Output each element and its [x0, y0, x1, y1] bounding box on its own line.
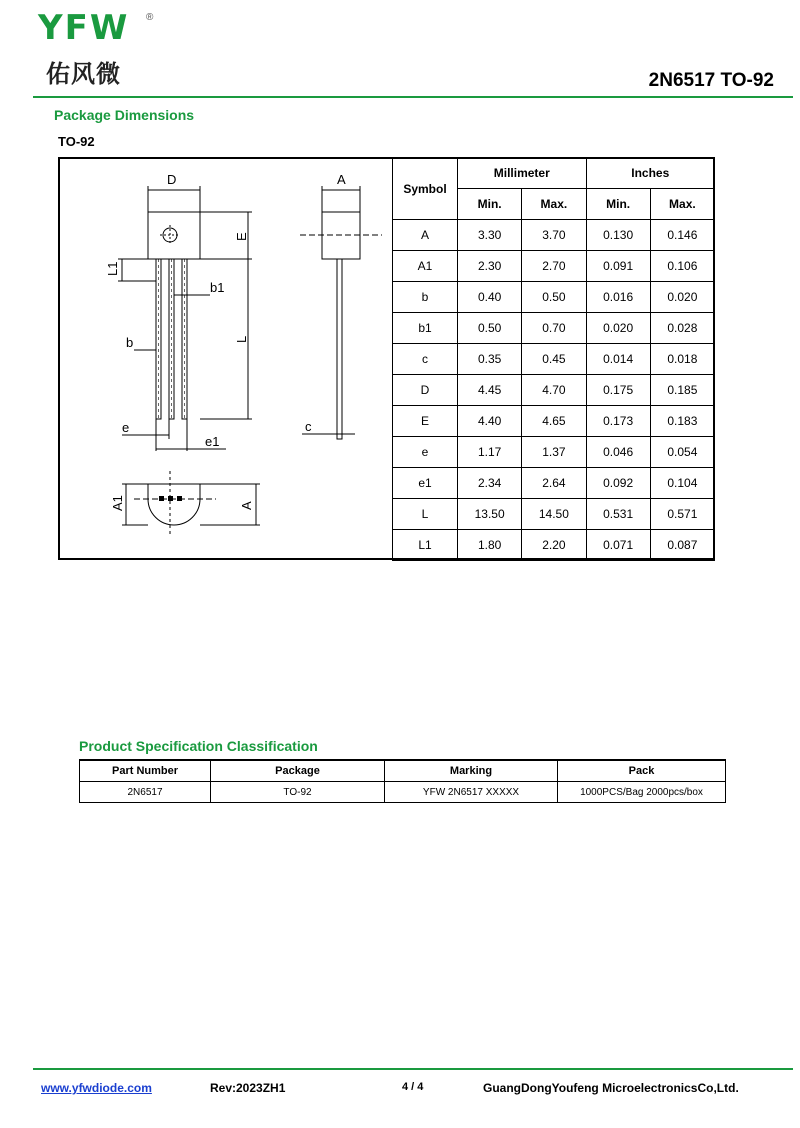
- dim-cell-mm-min: 13.50: [458, 499, 522, 530]
- dim-cell-in-min: 0.130: [586, 220, 650, 251]
- label-e1: e1: [205, 434, 220, 449]
- dim-cell-symbol: e: [393, 437, 458, 468]
- dim-cell-in-max: 0.054: [650, 437, 714, 468]
- dim-cell-in-max: 0.106: [650, 251, 714, 282]
- table-row: [393, 406, 715, 437]
- document-title: 2N6517 TO-92: [648, 70, 774, 91]
- dim-cell-mm-min: 1.80: [458, 530, 522, 561]
- dim-cell-mm-min: 0.40: [458, 282, 522, 313]
- dim-cell-mm-max: 14.50: [522, 499, 586, 530]
- dim-cell-symbol: L: [393, 499, 458, 530]
- spec-part-number: 2N6517: [80, 782, 211, 803]
- dim-cell-in-max: 0.185: [650, 375, 714, 406]
- dim-cell-in-min: 0.091: [586, 251, 650, 282]
- label-D: D: [167, 172, 177, 187]
- table-row: [393, 251, 715, 282]
- to92-outline-drawing: [60, 159, 392, 558]
- label-A-bottom: A: [239, 501, 254, 510]
- dim-cell-mm-max: 1.37: [522, 437, 586, 468]
- table-row: [393, 282, 715, 313]
- dim-cell-mm-max: 2.64: [522, 468, 586, 499]
- logo-chinese-name: 佑风微: [46, 60, 121, 88]
- dim-cell-mm-min: 1.17: [458, 437, 522, 468]
- dim-cell-mm-max: 2.20: [522, 530, 586, 561]
- dim-cell-in-max: 0.087: [650, 530, 714, 561]
- in-max-header: Max.: [650, 189, 714, 220]
- table-row: [393, 344, 715, 375]
- label-L: L: [234, 335, 249, 343]
- dim-cell-mm-min: 3.30: [458, 220, 522, 251]
- spec-header-pack: Pack: [558, 760, 726, 782]
- dim-cell-symbol: L1: [393, 530, 458, 561]
- spec-package: TO-92: [211, 782, 385, 803]
- label-c: c: [305, 419, 312, 434]
- label-b1: b1: [210, 280, 225, 295]
- dim-cell-in-max: 0.183: [650, 406, 714, 437]
- dim-cell-in-max: 0.028: [650, 313, 714, 344]
- dim-cell-in-min: 0.175: [586, 375, 650, 406]
- dimensions-table: [392, 157, 715, 561]
- dim-cell-in-min: 0.014: [586, 344, 650, 375]
- table-row: [393, 437, 715, 468]
- product-spec-table: [79, 759, 726, 803]
- label-E: E: [234, 232, 249, 241]
- spec-marking: YFW 2N6517 XXXXX: [385, 782, 558, 803]
- header-divider: [33, 96, 793, 98]
- website-link[interactable]: www.yfwdiode.com: [41, 1081, 152, 1095]
- dim-cell-in-min: 0.071: [586, 530, 650, 561]
- company-logo: [38, 8, 168, 96]
- spec-pack: 1000PCS/Bag 2000pcs/box: [558, 782, 726, 803]
- label-e: e: [122, 420, 130, 435]
- label-L1: L1: [105, 261, 120, 276]
- dim-cell-symbol: b1: [393, 313, 458, 344]
- dim-cell-in-min: 0.046: [586, 437, 650, 468]
- dim-cell-mm-max: 4.70: [522, 375, 586, 406]
- dim-cell-symbol: b: [393, 282, 458, 313]
- table-row: [393, 499, 715, 530]
- table-row: [393, 375, 715, 406]
- dim-cell-symbol: e1: [393, 468, 458, 499]
- footer-divider: [33, 1068, 793, 1070]
- inches-header: Inches: [586, 158, 715, 189]
- in-min-header: Min.: [586, 189, 650, 220]
- table-row: [393, 220, 715, 251]
- millimeter-header: Millimeter: [458, 158, 587, 189]
- symbol-header: Symbol: [393, 158, 458, 220]
- package-dimensions-title: Package Dimensions: [54, 107, 195, 123]
- label-A-side: A: [337, 172, 346, 187]
- mm-max-header: Max.: [522, 189, 586, 220]
- spec-header-package: Package: [211, 760, 385, 782]
- dim-cell-in-min: 0.092: [586, 468, 650, 499]
- dim-cell-in-max: 0.104: [650, 468, 714, 499]
- dim-cell-symbol: E: [393, 406, 458, 437]
- table-row: [80, 782, 726, 803]
- product-spec-title: Product Specification Classification: [79, 738, 318, 754]
- page-number: 4 / 4: [402, 1081, 424, 1093]
- dim-cell-mm-max: 2.70: [522, 251, 586, 282]
- dim-cell-in-max: 0.018: [650, 344, 714, 375]
- label-A1: A1: [110, 495, 125, 511]
- dim-cell-mm-max: 4.65: [522, 406, 586, 437]
- package-label: TO-92: [58, 134, 95, 149]
- dim-cell-in-max: 0.571: [650, 499, 714, 530]
- table-row: [393, 530, 715, 561]
- label-b: b: [126, 335, 134, 350]
- dim-cell-mm-max: 0.45: [522, 344, 586, 375]
- dim-cell-symbol: A1: [393, 251, 458, 282]
- dim-cell-mm-max: 0.70: [522, 313, 586, 344]
- spec-header-marking: Marking: [385, 760, 558, 782]
- spec-header-part-number: Part Number: [80, 760, 211, 782]
- dim-cell-symbol: A: [393, 220, 458, 251]
- dim-cell-mm-min: 4.45: [458, 375, 522, 406]
- dim-cell-symbol: D: [393, 375, 458, 406]
- registered-mark: ®: [146, 12, 154, 23]
- dim-cell-in-min: 0.020: [586, 313, 650, 344]
- dim-cell-symbol: c: [393, 344, 458, 375]
- bottom-view-outline: [148, 484, 200, 525]
- mm-min-header: Min.: [458, 189, 522, 220]
- dim-cell-in-min: 0.173: [586, 406, 650, 437]
- dim-cell-mm-max: 0.50: [522, 282, 586, 313]
- dim-cell-mm-min: 4.40: [458, 406, 522, 437]
- dim-cell-in-min: 0.016: [586, 282, 650, 313]
- dim-cell-mm-max: 3.70: [522, 220, 586, 251]
- company-name: GuangDongYoufeng MicroelectronicsCo,Ltd.: [483, 1081, 739, 1095]
- table-row: [393, 313, 715, 344]
- dim-cell-mm-min: 0.35: [458, 344, 522, 375]
- dim-cell-mm-min: 2.34: [458, 468, 522, 499]
- dim-cell-mm-min: 2.30: [458, 251, 522, 282]
- table-row: [393, 468, 715, 499]
- revision-label: Rev:2023ZH1: [210, 1081, 286, 1095]
- dim-cell-mm-min: 0.50: [458, 313, 522, 344]
- dim-cell-in-max: 0.020: [650, 282, 714, 313]
- dim-cell-in-min: 0.531: [586, 499, 650, 530]
- logo-text: YFW: [38, 8, 130, 48]
- dim-cell-in-max: 0.146: [650, 220, 714, 251]
